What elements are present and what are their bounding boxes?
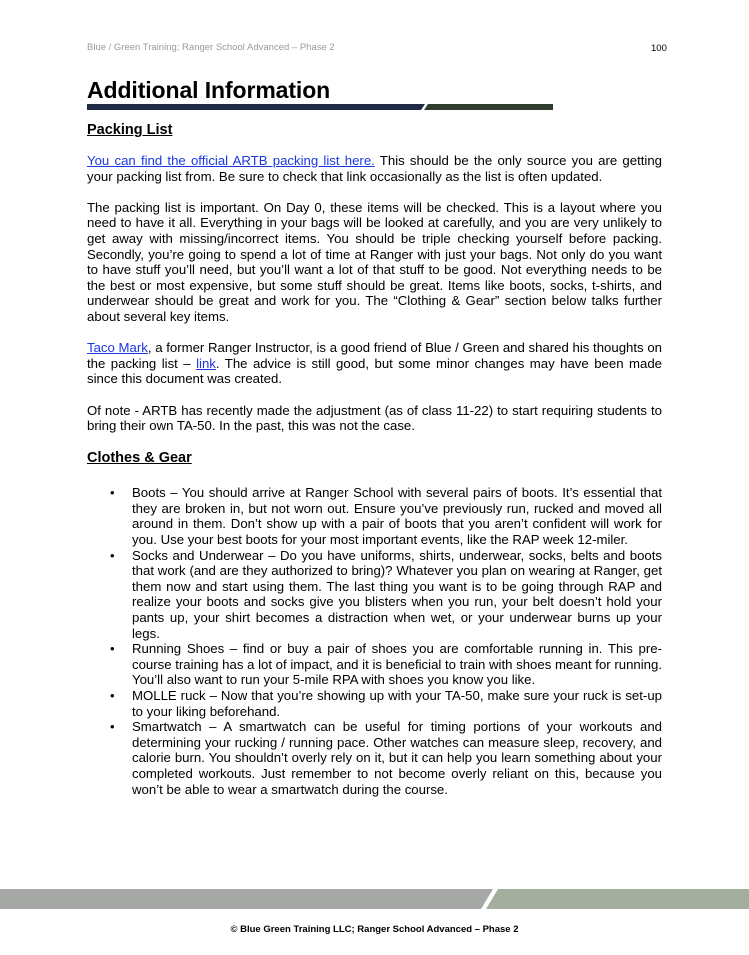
list-item xyxy=(110,641,662,688)
packing-paragraph-3-text-1: , a former Ranger Instructor, is a good friend of Blue / Green and shared his thoughts on the packing list – xyxy=(87,340,662,371)
packing-paragraph-3 xyxy=(87,340,662,387)
running-header: Blue / Green Training; Ranger School Advanced – Phase 2 xyxy=(87,42,335,53)
list-item-text: Smartwatch – A smartwatch can be useful for timing portions of your workouts and determining your rucking / running pace. Other watches can measure sleep, recovery, and calorie burn. You shouldn’t overly rely on it, but it can help you learn something about your completed workouts. Just remember to not become overly reliant on this, because you won’t be able to wear a smartwatch during the course. xyxy=(132,719,662,797)
clothes-gear-list xyxy=(87,485,662,797)
title-rule-green xyxy=(424,104,553,110)
packing-paragraph-1-text: This should be the only source you are getting your packing list from. Be sure to check that link occasionally as the list is often updated. xyxy=(87,153,663,184)
bullet-icon: • xyxy=(110,641,115,657)
list-item xyxy=(110,688,662,719)
list-item-text: Running Shoes – find or buy a pair of shoes you are comfortable running in. This pre-course training has a lot of impact, and it is beneficial to train with shoes meant for running. You’ll also want to run your 5-mile RPA with shoes you know you like. xyxy=(132,641,662,688)
bullet-icon: • xyxy=(110,688,115,703)
packing-paragraph-4: Of note - ARTB has recently made the adjustment (as of class 11-22) to start requiring students to bring their own TA-50. In the past, this was not the case. xyxy=(87,402,662,434)
bullet-icon: • xyxy=(110,547,115,563)
footer-band xyxy=(0,889,749,909)
page-number: 100 xyxy=(651,43,667,54)
packing-paragraph-3-text-2: . The advice is still good, but some minor changes may have been made since this document was created. xyxy=(87,355,662,387)
page-title: Additional Information xyxy=(87,77,331,103)
packing-paragraph-2: The packing list is important. On Day 0, these items will be checked. This is a layout where you need to have it all. Everything in your bags will be looked at carefully, and you are very unlikely to get away with missing/incorrect items. You should be triple checking yourself before packing. Secondly, you’re going to spend a lot of time at Ranger with just your bags. Not only do you want to have stuff you’ll need, but you’ll want a lot of that stuff to be good. Not everything needs to be the best or most expensive, but some stuff should be great. Items like boots, socks, t-shirts, and underwear should be great and work for you. The “Clothing & Gear” section below talks further about several key items. xyxy=(87,199,662,324)
footer-band-gray xyxy=(0,889,493,909)
title-rule xyxy=(87,104,553,110)
title-rule-navy xyxy=(87,104,425,110)
packing-paragraph-1 xyxy=(87,153,662,184)
main-content xyxy=(87,121,662,797)
taco-mark-link[interactable]: Taco Mark xyxy=(87,340,148,356)
list-item xyxy=(110,719,662,797)
packing-thoughts-link[interactable]: link xyxy=(196,355,216,371)
footer-copyright: © Blue Green Training LLC; Ranger School Advanced – Phase 2 xyxy=(230,924,519,935)
clothes-gear-heading: Clothes & Gear xyxy=(87,450,192,467)
list-item xyxy=(110,547,662,642)
list-item-text: Boots – You should arrive at Ranger School with several pairs of boots. It’s essential that they are broken in, but not worn out. Ensure you’ve previously run, rucked and moved all around in them. Don’t show up with a pair of boots that you aren’t confident will work for you. Use your best boots for your most important events, like the RAP week 12-miler. xyxy=(132,485,662,548)
artb-packing-list-link[interactable]: You can find the official ARTB packing list here. xyxy=(87,153,375,168)
footer-band-green xyxy=(486,889,749,909)
packing-list-heading: Packing List xyxy=(87,122,173,138)
bullet-icon: • xyxy=(110,719,115,735)
list-item-text: MOLLE ruck – Now that you’re showing up with your TA-50, make sure your ruck is set-up to your liking beforehand. xyxy=(132,688,662,719)
list-item xyxy=(110,485,662,548)
list-item-text: Socks and Underwear – Do you have uniforms, shirts, underwear, socks, belts and boots that work (and are they authorized to bring)? Whatever you plan on wearing at Ranger, get them now and start using them. The last thing you want is to be going through RAP and realize your boots and socks give you blisters when you run, your belt doesn’t hold your pants up, your shirt becomes a distraction when wet, or your underwear burns up your legs. xyxy=(132,547,662,641)
bullet-icon: • xyxy=(110,485,115,501)
